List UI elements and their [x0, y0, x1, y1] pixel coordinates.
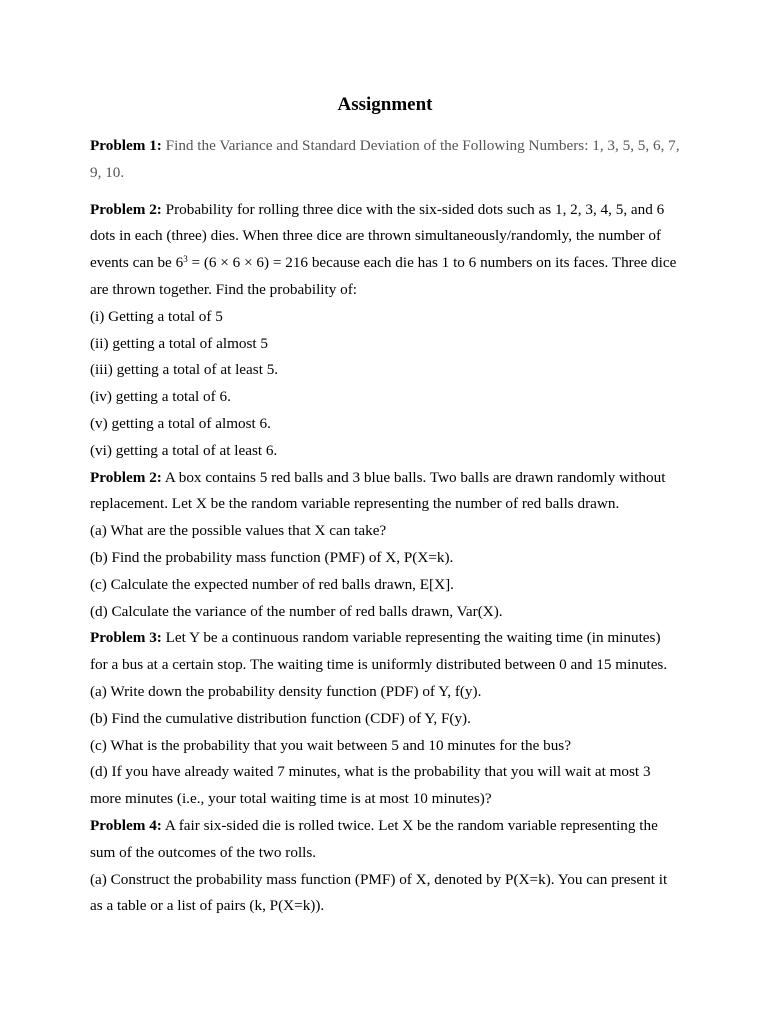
problem-2-dice-item: (iv) getting a total of 6.: [90, 388, 231, 406]
problem-3: [90, 625, 680, 679]
document-page: [90, 93, 680, 920]
problem-2-dice-item: (v) getting a total of almost 6.: [90, 414, 271, 432]
problem-3-item: (a) Write down the probability density function (PDF) of Y, f(y).: [90, 682, 482, 700]
document-title: Assignment: [337, 94, 433, 115]
problem-2-balls: [90, 465, 680, 519]
problem-4-item: (a) Construct the probability mass function (PMF) of X, denoted by P(X=k). You can present it as a table or a list of pairs (k, P(X=k)).: [90, 870, 668, 915]
problem-3-label: Problem 3:: [90, 629, 162, 647]
problem-3-item: (b) Find the cumulative distribution function (CDF) of Y, F(y).: [90, 709, 471, 727]
problem-2-balls-label: Problem 2:: [90, 468, 162, 486]
problem-1-text: Find the Variance and Standard Deviation of the Following Numbers: 1, 3, 5, 5, 6, 7, 9, 10.: [90, 137, 680, 181]
problem-2-dice-text-2: = (6 × 6 × 6) = 216 because each die has 1 to 6 numbers on its faces. Three dice are thrown together. Find the probability of:: [90, 254, 677, 298]
problem-2-balls-item: (b) Find the probability mass function (PMF) of X, P(X=k).: [90, 548, 454, 566]
problem-1: [90, 133, 680, 187]
problem-2-dice-item: (ii) getting a total of almost 5: [90, 334, 268, 352]
problem-2-dice-label: Problem 2:: [90, 200, 162, 218]
problem-4-text: A fair six-sided die is rolled twice. Let X be the random variable representing the sum of the outcomes of the two rolls.: [90, 816, 658, 861]
problem-2-balls-item: (a) What are the possible values that X can take?: [90, 522, 387, 540]
problem-3-item: (c) What is the probability that you wait between 5 and 10 minutes for the bus?: [90, 736, 571, 754]
problem-2-balls-item: (d) Calculate the variance of the number of red balls drawn, Var(X).: [90, 602, 503, 620]
problem-4: [90, 813, 680, 867]
problem-2-dice-item: (iii) getting a total of at least 5.: [90, 361, 279, 379]
problem-2-dice-text-1: Probability for rolling three dice with the six-sided dots such as 1, 2, 3, 4, 5, and 6 dots in each (three) dies. When three dice are thrown simultaneously/randomly, the number of events can be 6: [90, 200, 665, 272]
problem-2-dice-item: (i) Getting a total of 5: [90, 307, 223, 325]
problem-2-balls-item: (c) Calculate the expected number of red balls drawn, E[X].: [90, 575, 454, 593]
problem-2-dice-item: (vi) getting a total of at least 6.: [90, 441, 278, 459]
problem-2-dice: [90, 197, 680, 304]
problem-1-label: Problem 1:: [90, 137, 162, 154]
problem-2-balls-text: A box contains 5 red balls and 3 blue balls. Two balls are drawn randomly without replacement. Let X be the random variable representing the number of red balls drawn.: [90, 468, 666, 513]
problem-2-dice-exponent: 3: [183, 254, 188, 265]
problem-4-label: Problem 4:: [90, 816, 162, 834]
problem-3-text: Let Y be a continuous random variable representing the waiting time (in minutes) for a bus at a certain stop. The waiting time is uniformly distributed between 0 and 15 minutes.: [90, 629, 668, 674]
problem-3-item: (d) If you have already waited 7 minutes, what is the probability that you will wait at most 3 more minutes (i.e., your total waiting time is at most 10 minutes)?: [90, 763, 651, 808]
